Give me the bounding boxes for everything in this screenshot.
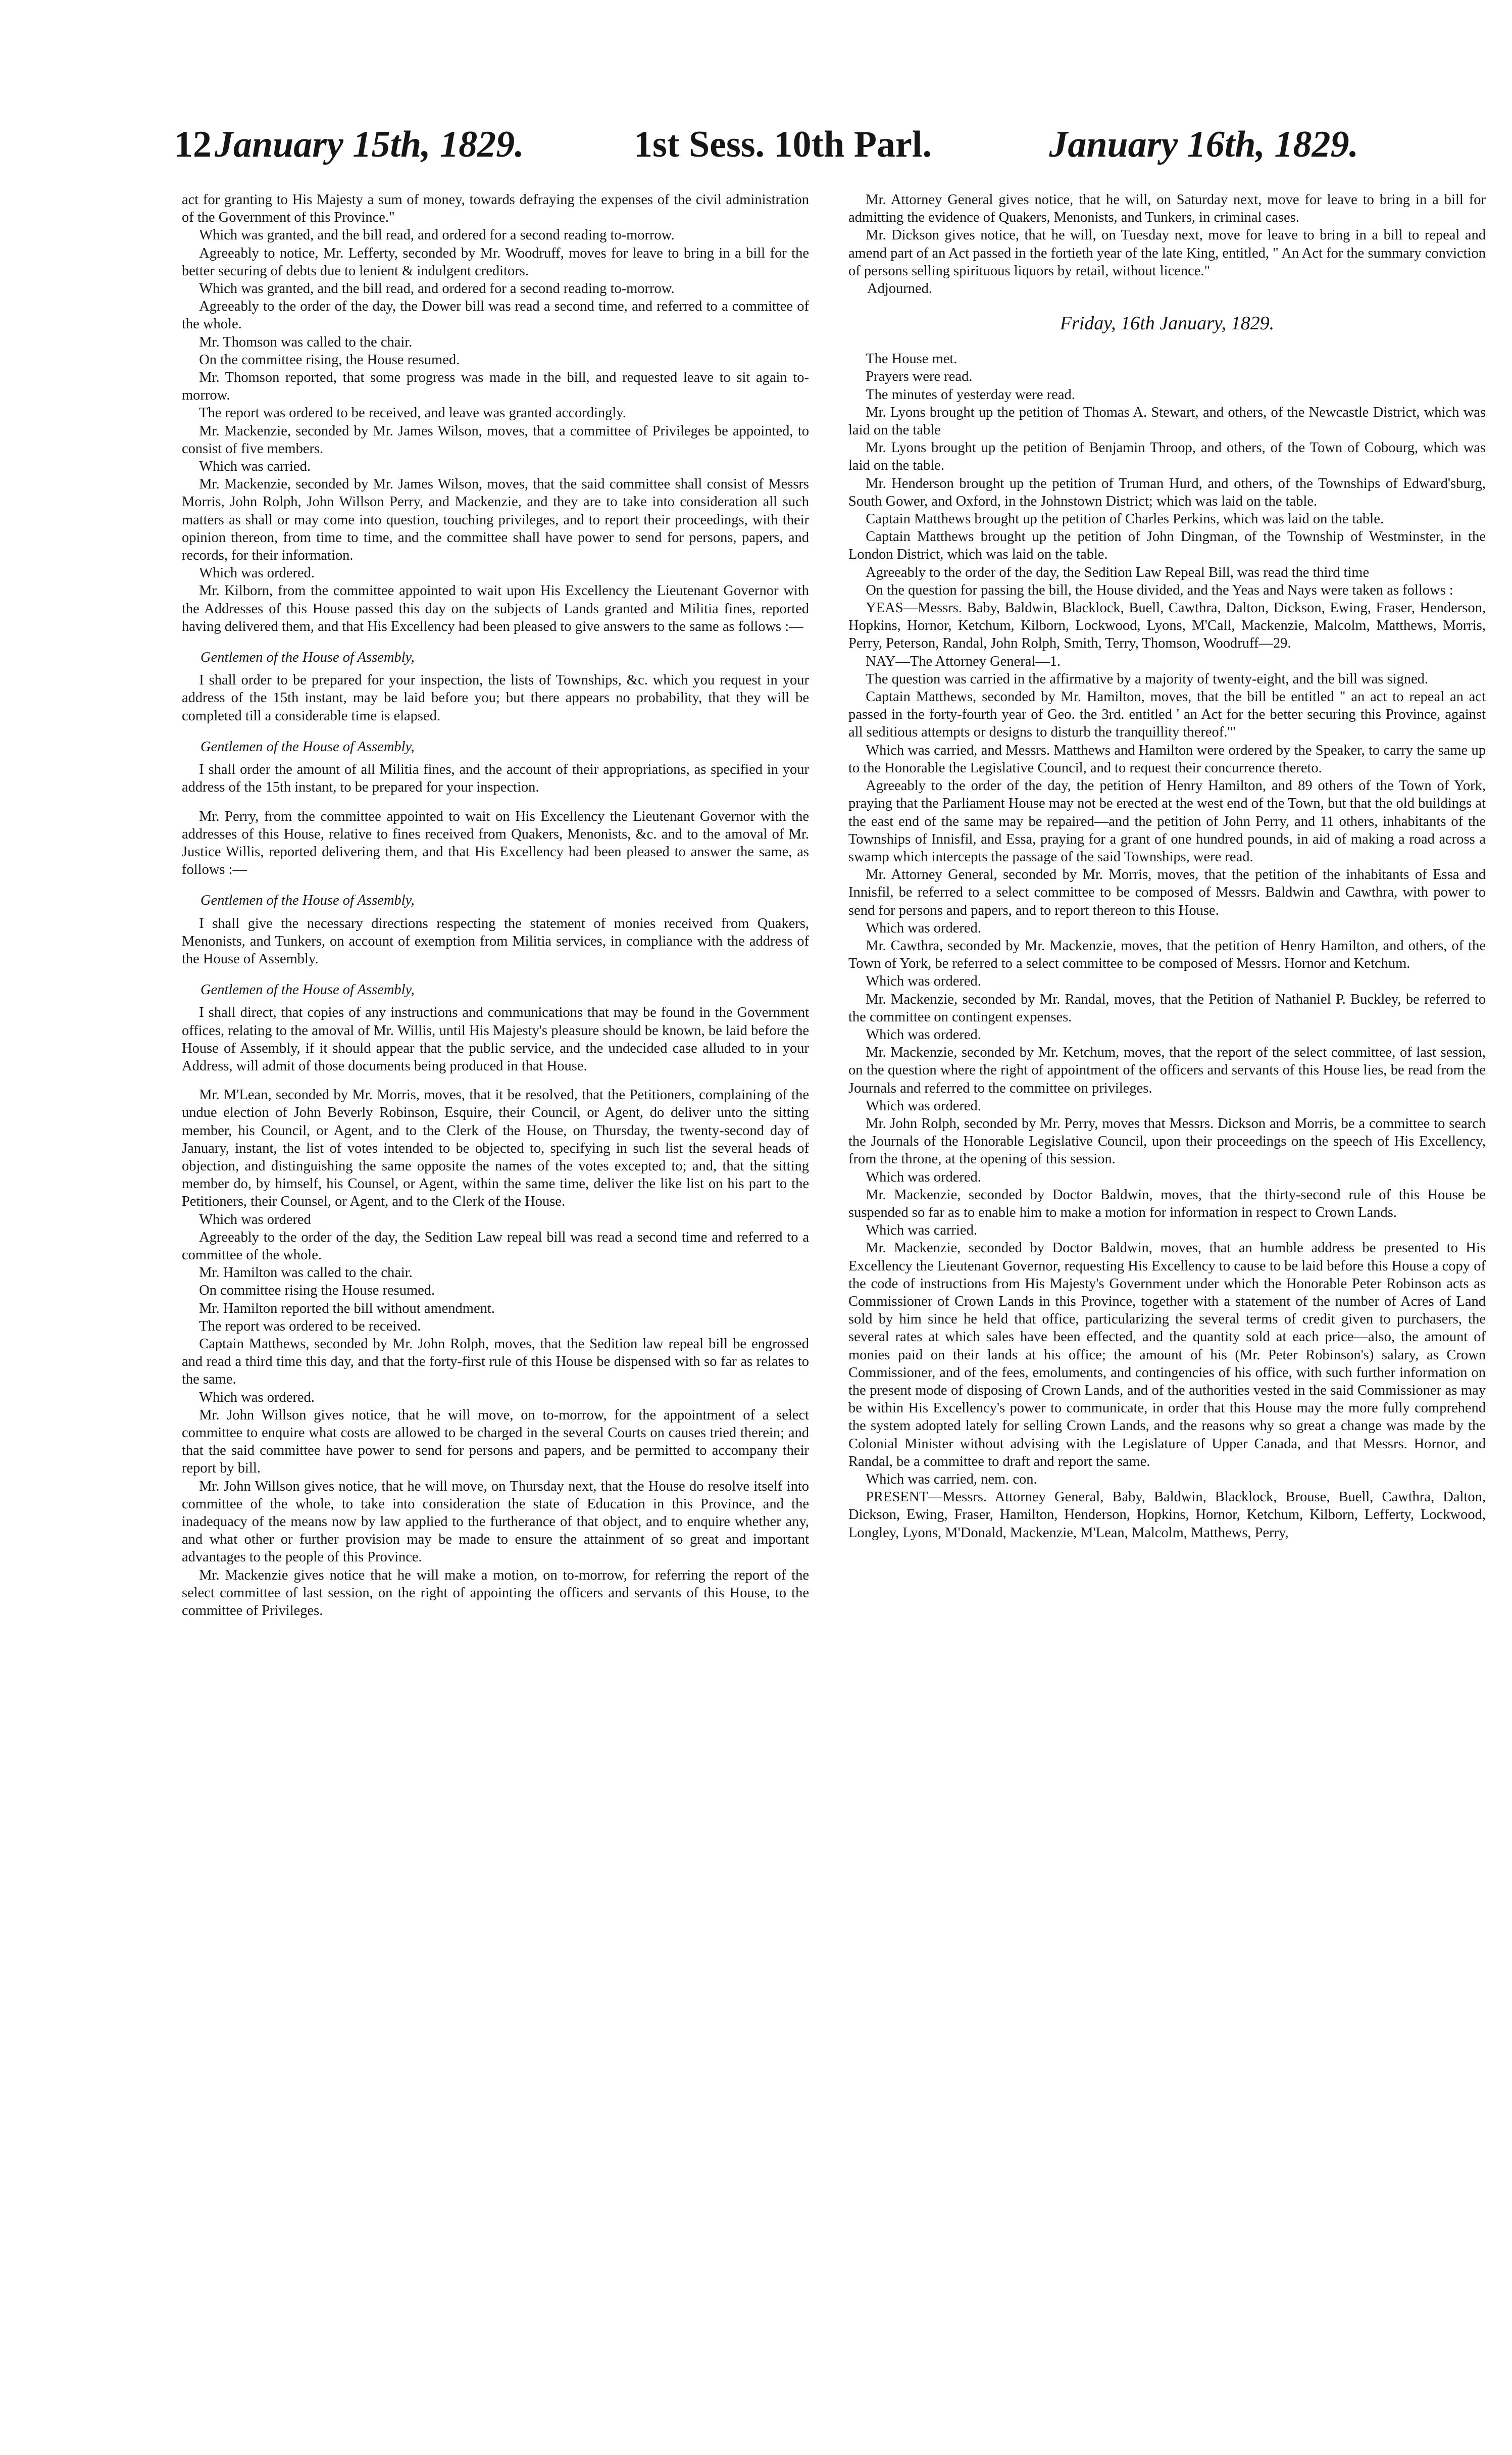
paragraph: Mr. Attorney General gives notice, that he will, on Saturday next, move for leave to bring in a bill for admitting the evidence of Quakers, Menonists, and Tunkers, in criminal cases. [848,192,1486,226]
paragraph: The minutes of yesterday were read. [866,386,1075,403]
paragraph: Agreeably to the order of the day, the petition of Henry Hamilton, and 89 others of the Town of York, praying that the Parliament House may not be erected at the west end of the Town, but that the old buildings at the east end of the same may be repaired—and the petition of John Perry, and 11 others, inhabitants of the Townships of Innisfil, and Essa, praying for a grant of one hundred pounds, in aid of making a road across a swamp which intercepts the passage of the said Townships, were read. [848,778,1486,865]
paragraph: Which was carried. [866,1222,977,1239]
paragraph: act for granting to His Majesty a sum of money, towards defraying the expenses of the civil administration of the Government of this Province." [182,192,809,226]
paragraph: Which was carried. [199,459,311,475]
paragraph: Prayers were read. [866,369,973,385]
paragraph: NAY—The Attorney General—1. [866,653,1061,669]
paragraph: Mr. Mackenzie, seconded by Mr. Ketchum, moves, that the report of the select committee, of last session, on the question where the right of appointment of the officers and servants of this House lies, be read from the Journals and referred to the committee on privileges. [848,1045,1486,1096]
paragraph: Mr. Thomson was called to the chair. [199,334,413,350]
paragraph: On committee rising the House resumed. [199,1283,435,1299]
paragraph: Mr. Kilborn, from the committee appointed to wait upon His Excellency the Lieutenant Governor with the Addresses of this House passed this day on the subjects of Lands granted and Militia fines, reported having delivered them, and that His Excellency had been pleased to give answers to the same as follows :— [182,583,809,634]
letter-salutation: Gentlemen of the House of Assembly, [200,982,415,998]
right-page-date: January 16th, 1829. [1049,124,1358,165]
paragraph: Mr. M'Lean, seconded by Mr. Morris, moves, that it be resolved, that the Petitioners, complaining of the undue election of John Beverly Robinson, Esquire, their Council, or Agent, do deliver unto the sitting member, his Council, or Agent, and to the Clerk of the House, on Thursday, the twenty-second day of January, instant, the list of votes intended to be objected to, specifying in such list the several heads of objection, and distinguishing the same opposite the names of the votes excepted to; and, that the sitting member do, by himself, his Counsel, or Agent, within the same time, deliver the like list on his part to the Petitioners, their Counsel, or Agent, and to the Clerk of the House. [182,1087,809,1210]
paragraph: Which was ordered. [866,973,981,990]
page-number: 12 [174,124,212,165]
paragraph: Agreeably to the order of the day, the Sedition Law Repeal Bill, was read the third time [866,564,1370,580]
paragraph: Mr. Perry, from the committee appointed to wait on His Excellency the Lieutenant Governor with the addresses of this House, relative to fines received from Quakers, Menonists, &c. and to the amoval of Mr. Justice Willis, reported delivering them, and that His Excellency had been pleased to answer the same, as follows :— [182,808,809,878]
paragraph: On the question for passing the bill, the House divided, and the Yeas and Nays were taken as follows : [866,582,1453,598]
paragraph: Mr. Thomson reported, that some progress was made in the bill, and requested leave to sit again to-morrow. [182,370,809,404]
paragraph: Mr. Mackenzie, seconded by Doctor Baldwin, moves, that an humble address be presented to His Excellency the Lieutenant Governor, requesting His Excellency to cause to be laid before this House a copy of the code of instructions from His Majesty's Government under which the Honorable Peter Robinson acts as Commissioner of Crown Lands in this Province, together with a statement of the number of Acres of Land sold by him since he held that office, particularizing the several terms of credit given to purchasers, the several rates at which sales have been effected, and the quantity sold at each price—also, the amount of monies paid on their lands at his office; the amount of his (Mr. Peter Robinson's) salary, as Crown Commissioner, and of the fees, emoluments, and contingencies of his office, with such further information on the present mode of disposing of Crown Lands, and of the authorities vested in the said Commissioner as may be within His Excellency's power to communicate, in order that this House may the more fully comprehend the system adopted lately for selling Crown Lands, and the reasons why so great a change was made by the Colonial Minister without advising with the Legislature of Upper Canada, and that Messrs. Hornor, and Randal, be a committee to draft and report the same. [848,1240,1486,1469]
left-page-date: January 15th, 1829. [215,124,524,165]
adjourned-line: Adjourned. [867,281,933,297]
paragraph: Mr. Lyons brought up the petition of Thomas A. Stewart, and others, of the Newcastle District, which was laid on the table [848,404,1486,438]
paragraph: Mr. Dickson gives notice, that he will, on Tuesday next, move for leave to bring in a bill to repeal and amend part of an Act passed in the fortieth year of the late King, entitled, " An Act for the summary conviction of persons selling spirituous liquors by retail, without licence." [848,227,1486,279]
paragraph: Mr. Mackenzie gives notice that he will make a motion, on to-morrow, for referring the report of the select committee of last session, on the right of appointing the officers and servants of this House, to the committee of Privileges. [182,1567,809,1619]
paragraph: Agreeably to the order of the day, the Dower bill was read a second time, and referred to a committee of the whole. [182,299,809,332]
letter-body: I shall give the necessary directions respecting the statement of monies received from Quakers, Menonists, and Tunkers, on account of exemption from Militia services, in compliance with the address of the House of Assembly. [182,915,809,967]
letter-body: I shall order to be prepared for your inspection, the lists of Townships, &c. which you request in your address of the 15th instant, may be laid before you; but there appears no probability, that they will be completed till a considerable time is elapsed. [182,672,809,724]
paragraph: Which was ordered. [199,565,315,581]
letter-body: I shall direct, that copies of any instructions and communications that may be found in the Government offices, relating to the amoval of Mr. Willis, until His Majesty's pleasure should be known, be laid before the House of Assembly, if it should appear that the public service, and the undecided case alluded to in your Address, will admit of those documents being produced in that House. [182,1005,809,1074]
paragraph: Mr. John Willson gives notice, that he will move, on to-morrow, for the appointment of a select committee to enquire what costs are allowed to be charged in the several Courts on causes tried therein; and that the said committee have power to send for persons and papers, and be permitted to accompany their report by bill. [182,1407,809,1477]
paragraph: Mr. Mackenzie, seconded by Mr. James Wilson, moves, that the said committee shall consist of Messrs Morris, John Rolph, John Willson Perry, and Mackenzie, and they are to take into consideration all such matters as shall or may come into question, touching privileges, and to report their proceedings, with their opinion thereon, from time to time, and the committee shall have power to send for persons, papers, and records, for their information. [182,476,809,564]
paragraph: Mr. Hamilton was called to the chair. [199,1265,413,1281]
letter-salutation: Gentlemen of the House of Assembly, [200,739,415,755]
running-head [174,119,1358,175]
paragraph: Captain Matthews brought up the petition of John Dingman, of the Township of Westminster, in the London District, which was laid on the table. [848,529,1486,563]
paragraph: On the committee rising, the House resumed. [199,352,460,368]
letter-salutation: Gentlemen of the House of Assembly, [200,650,415,666]
paragraph: Mr. Mackenzie, seconded by Mr. Randal, moves, that the Petition of Nathaniel P. Buckley, be referred to the committee on contingent expenses. [848,991,1486,1025]
paragraph: Which was ordered. [866,920,981,936]
section-heading-date: Friday, 16th January, 1829. [1060,313,1275,334]
paragraph: Mr. Mackenzie, seconded by Mr. James Wilson, moves, that a committee of Privileges be appointed, to consist of five members. [182,423,809,457]
paragraph: Which was ordered. [199,1389,315,1405]
paragraph: Mr. John Willson gives notice, that he will move, on Thursday next, that the House do resolve itself into committee of the whole, to take into consideration the state of Education in this Province, and the inadequacy of the means now by law applied to the furtherance of that object, and to enquire whether any, and what other or further provision may be made to ensure the attainment of so great and important advantages to the people of this Province. [182,1478,809,1565]
paragraph: Which was ordered. [866,1098,981,1114]
session-label: 1st Sess. 10th Parl. [634,124,932,165]
letter-salutation: Gentlemen of the House of Assembly, [200,893,415,909]
paragraph: Which was ordered. [866,1026,981,1043]
paragraph: The question was carried in the affirmative by a majority of twenty-eight, and the bill was signed. [866,671,1429,687]
paragraph: Captain Matthews, seconded by Mr. Hamilton, moves, that the bill be entitled " an act to repeal an act passed in the forty-fourth year of Geo. the 3rd. entitled ' an Act for the better securing this Province, against all seditious attempts or designs to disturb the tranquillity thereof.'" [848,689,1486,741]
paragraph: Mr. Attorney General, seconded by Mr. Morris, moves, that the petition of the inhabitants of Essa and Innisfil, be referred to a select committee to be composed of Messrs. Baldwin and Cawthra, with power to send for persons and papers, and to report thereon to this House. [848,867,1486,918]
left-column [182,191,809,1619]
paragraph: Which was ordered. [866,1169,981,1185]
paragraph: Mr. Cawthra, seconded by Mr. Mackenzie, moves, that the petition of Henry Hamilton, and others, of the Town of York, be referred to a select committee to be composed of Messrs. Hornor and Ketchum. [848,938,1486,972]
paragraph: Captain Matthews brought up the petition of Charles Perkins, which was laid on the table. [866,511,1384,527]
paragraph: Which was ordered [199,1211,311,1227]
paragraph: The report was ordered to be received. [199,1318,421,1334]
paragraph: Mr. Lyons brought up the petition of Benjamin Throop, and others, of the Town of Cobourg, which was laid on the table. [848,440,1486,474]
paragraph: Captain Matthews, seconded by Mr. John Rolph, moves, that the Sedition law repeal bill be engrossed and read a third time this day, and that the forty-first rule of this House be dispensed with so far as relates to the same. [182,1336,809,1388]
paragraph: Mr. Mackenzie, seconded by Doctor Baldwin, moves, that the thirty-second rule of this House be suspended so far as to enable him to make a motion for information in respect to Crown Lands. [848,1187,1486,1220]
paragraph: Mr. John Rolph, seconded by Mr. Perry, moves that Messrs. Dickson and Morris, be a committee to search the Journals of the Honorable Legislative Council, upon their proceedings on the speech of His Excellency, from the throne, at the opening of this session. [848,1115,1486,1167]
paragraph: PRESENT—Messrs. Attorney General, Baby, Baldwin, Blacklock, Brouse, Buell, Cawthra, Dalton, Dickson, Ewing, Fraser, Hamilton, Henderson, Hopkins, Hornor, Ketchum, Kilborn, Lefferty, Lockwood, Longley, Lyons, M'Donald, Mackenzie, M'Lean, Malcolm, Matthews, Perry, [848,1489,1486,1541]
paragraph: Which was carried, nem. con. [866,1471,1037,1488]
paragraph: Which was granted, and the bill read, and ordered for a second reading to-morrow. [199,227,675,243]
letter-body: I shall order the amount of all Militia fines, and the account of their appropriations, as specified in your address of the 15th instant, to be prepared for your inspection. [182,762,809,796]
right-column [848,191,1486,1542]
paragraph: The House met. [866,351,957,367]
paragraph: YEAS—Messrs. Baby, Baldwin, Blacklock, Buell, Cawthra, Dalton, Dickson, Ewing, Fraser, Henderson, Hopkins, Hornor, Ketchum, Kilborn, Lockwood, Lyons, M'Call, Mackenzie, Malcolm, Matthews, Morris, Perry, Peterson, Randal, John Rolph, Smith, Terry, Thomson, Woodruff—29. [848,600,1486,652]
paragraph: Which was granted, and the bill read, and ordered for a second reading to-morrow. [199,281,675,297]
paragraph: Which was carried, and Messrs. Matthews and Hamilton were ordered by the Speaker, to carry the same up to the Honorable the Legislative Council, and to request their concurrence thereto. [848,742,1486,776]
paragraph: Agreeably to the order of the day, the Sedition Law repeal bill was read a second time and referred to a committee of the whole. [182,1229,809,1263]
paragraph: Mr. Henderson brought up the petition of Truman Hurd, and others, of the Townships of Edward'sburg, South Gower, and Oxford, in the Johnstown District; which was laid on the table. [848,475,1486,509]
paragraph: Mr. Hamilton reported the bill without amendment. [199,1300,495,1316]
paragraph: Agreeably to notice, Mr. Lefferty, seconded by Mr. Woodruff, moves for leave to bring in a bill for the better securing of debts due to lenient & indulgent creditors. [182,245,809,279]
paragraph: The report was ordered to be received, and leave was granted accordingly. [199,405,626,421]
